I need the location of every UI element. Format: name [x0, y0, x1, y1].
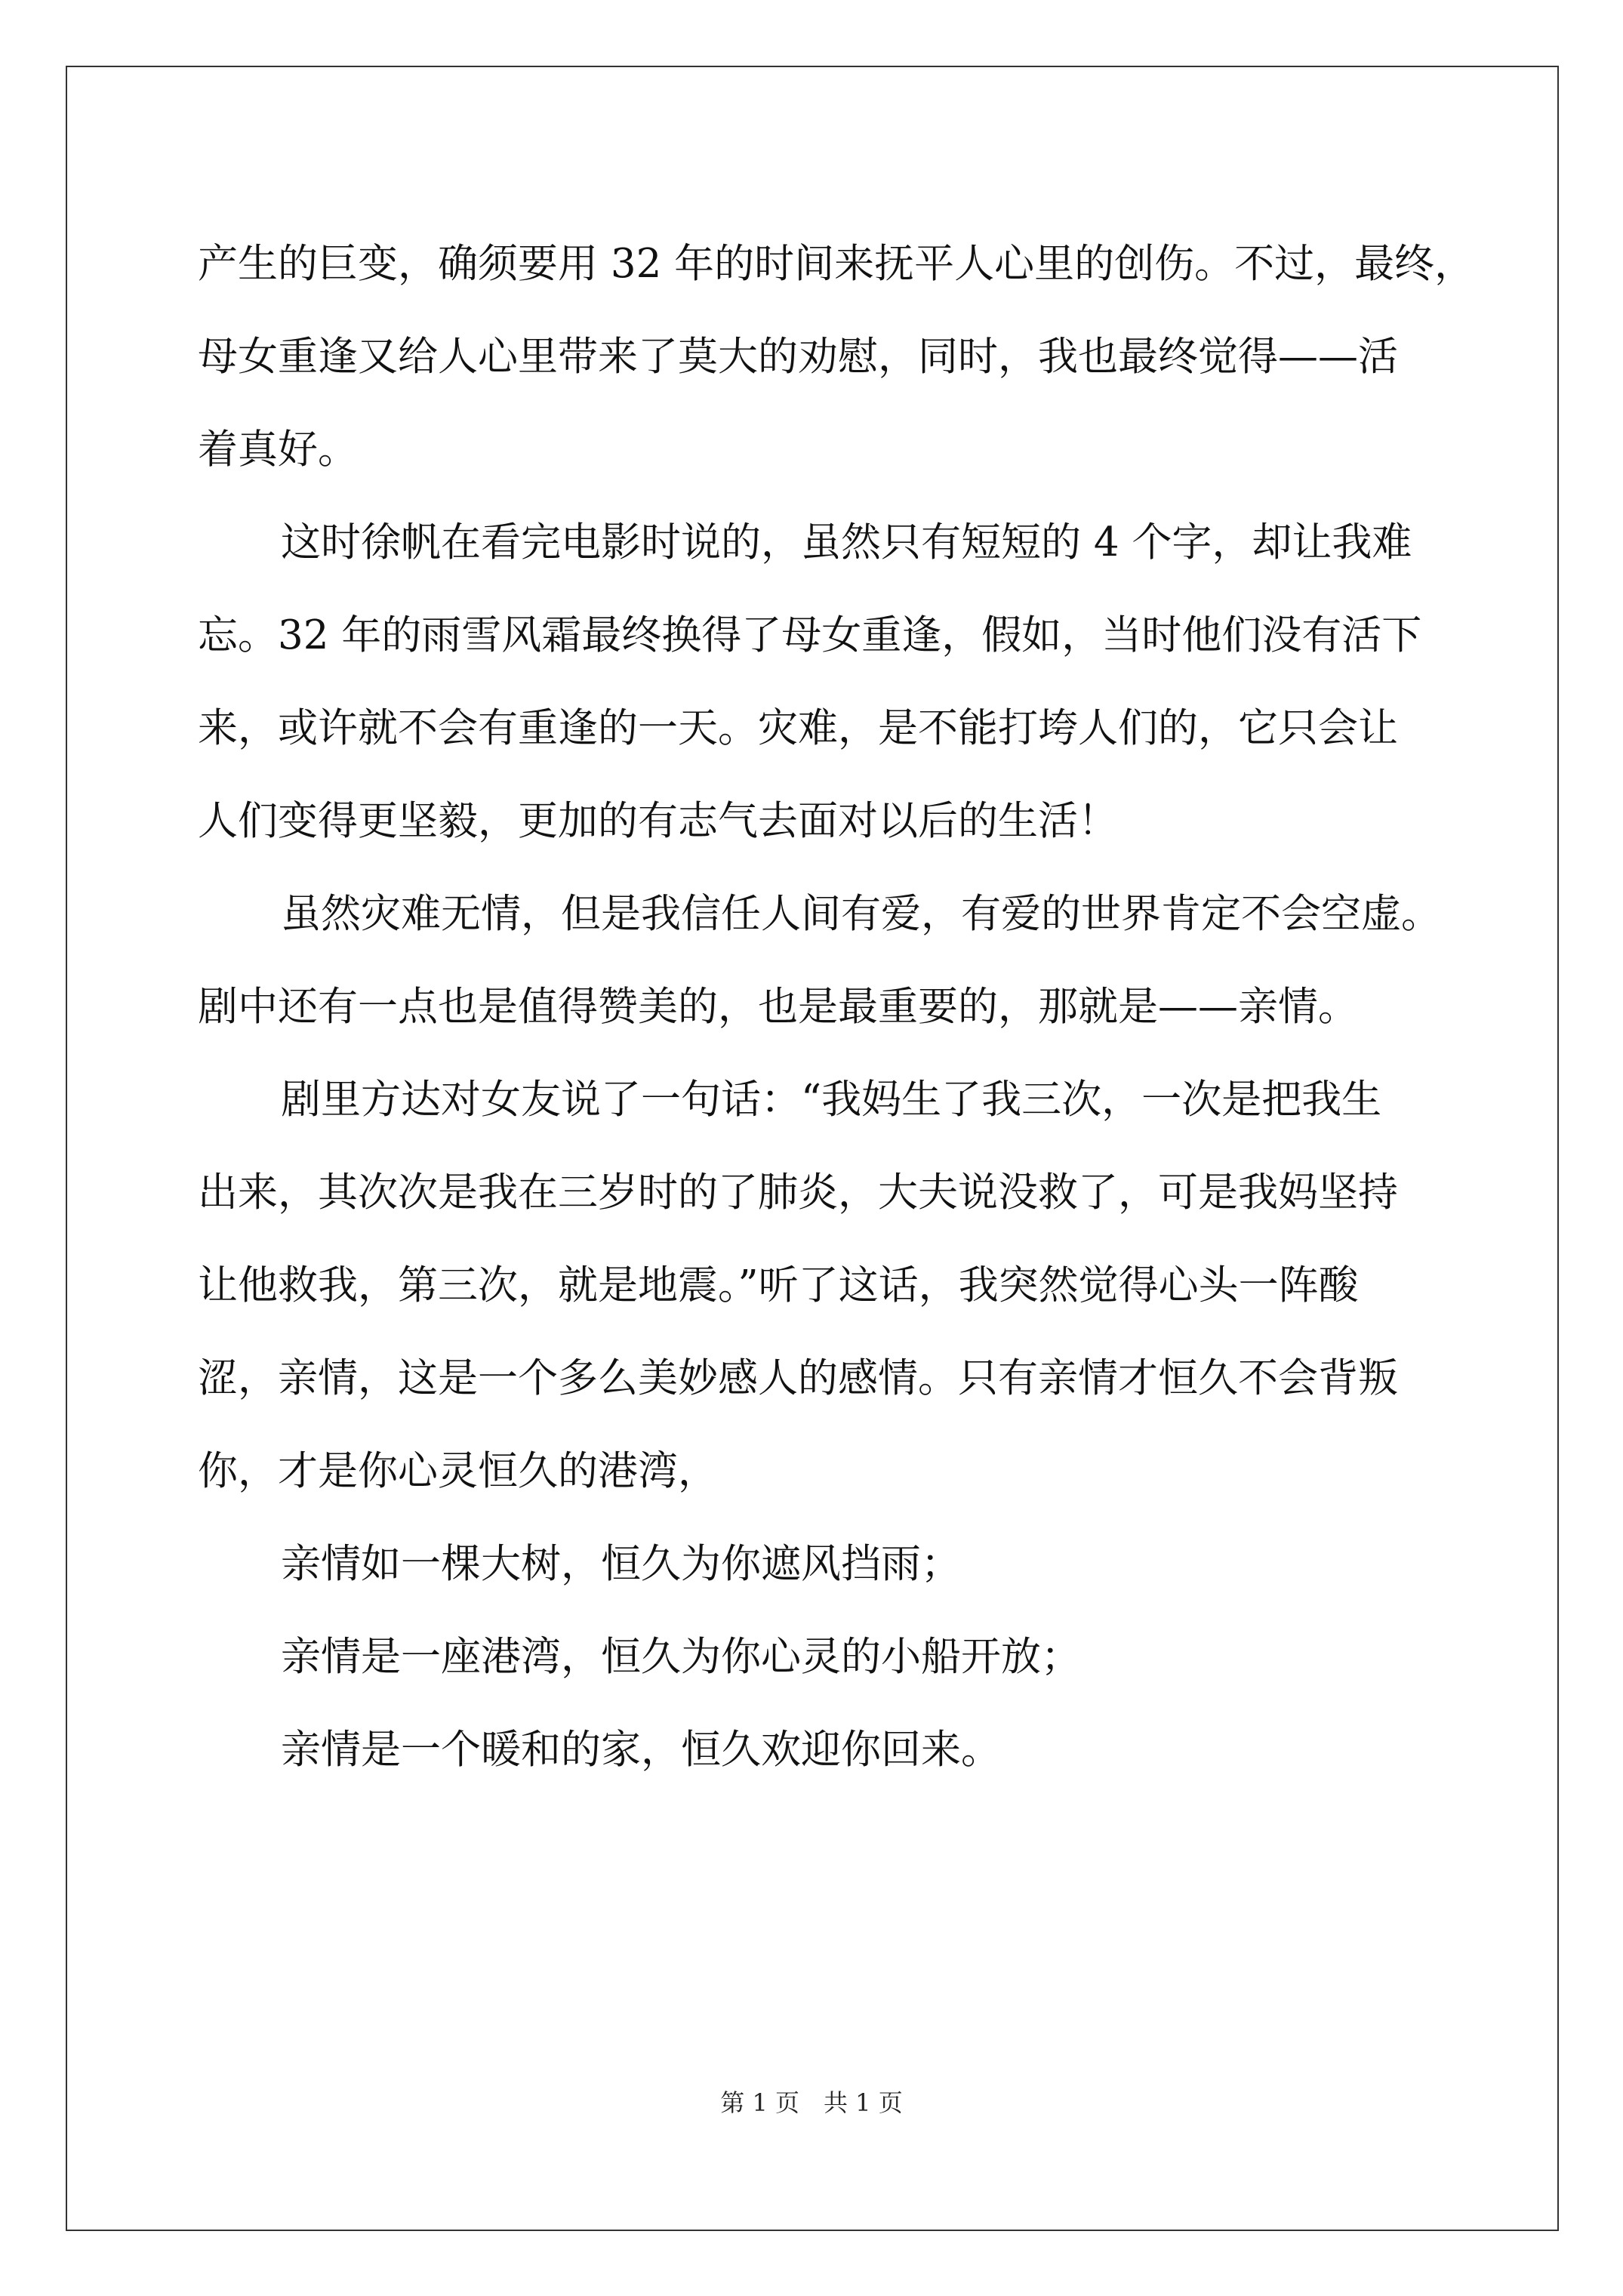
text-line: 产生的巨变，确须要用 32 年的时间来抚平人心里的创伤。不过，最终， [198, 241, 1475, 287]
text-line: 人们变得更坚毅，更加的有志气去面对以后的生活！ [198, 798, 1118, 844]
text-line: 涩，亲情，这是一个多么美妙感人的感情。只有亲情才恒久不会背叛 [198, 1355, 1398, 1401]
text-line: 忘。32 年的雨雪风霜最终换得了母女重逢，假如，当时他们没有活下 [198, 612, 1422, 658]
paragraph-start-line: 虽然灾难无情，但是我信任人间有爱，有爱的世界肯定不会空虚。 [281, 891, 1441, 937]
text-line: 母女重逢又给人心里带来了莫大的劝慰，同时，我也最终觉得——活 [198, 334, 1398, 380]
paragraph-start-line: 亲情如一棵大树，恒久为你遮风挡雨； [281, 1541, 961, 1587]
paragraph-start-line: 亲情是一座港湾，恒久为你心灵的小船开放； [281, 1634, 1081, 1680]
text-line: 剧中还有一点也是值得赞美的，也是最重要的，那就是——亲情。 [198, 984, 1358, 1030]
text-line: 你，才是你心灵恒久的港湾， [198, 1448, 718, 1494]
text-line: 出来，其次次是我在三岁时的了肺炎，大夫说没救了，可是我妈坚持 [198, 1170, 1398, 1216]
paragraph-start-line: 亲情是一个暖和的家，恒久欢迎你回来。 [281, 1727, 1001, 1773]
text-line: 来，或许就不会有重逢的一天。灾难，是不能打垮人们的，它只会让 [198, 705, 1398, 751]
document-body [198, 217, 1475, 1796]
text-line: 让他救我，第三次，就是地震。”听了这话，我突然觉得心头一阵酸 [198, 1262, 1359, 1308]
page-number-footer: 第 1 页 共 1 页 [720, 2088, 903, 2117]
paragraph-start-line: 这时徐帆在看完电影时说的，虽然只有短短的 4 个字，却让我难 [281, 519, 1412, 566]
paragraph-start-line: 剧里方达对女友说了一句话：“我妈生了我三次，一次是把我生 [281, 1077, 1382, 1123]
text-line: 着真好。 [198, 427, 358, 473]
